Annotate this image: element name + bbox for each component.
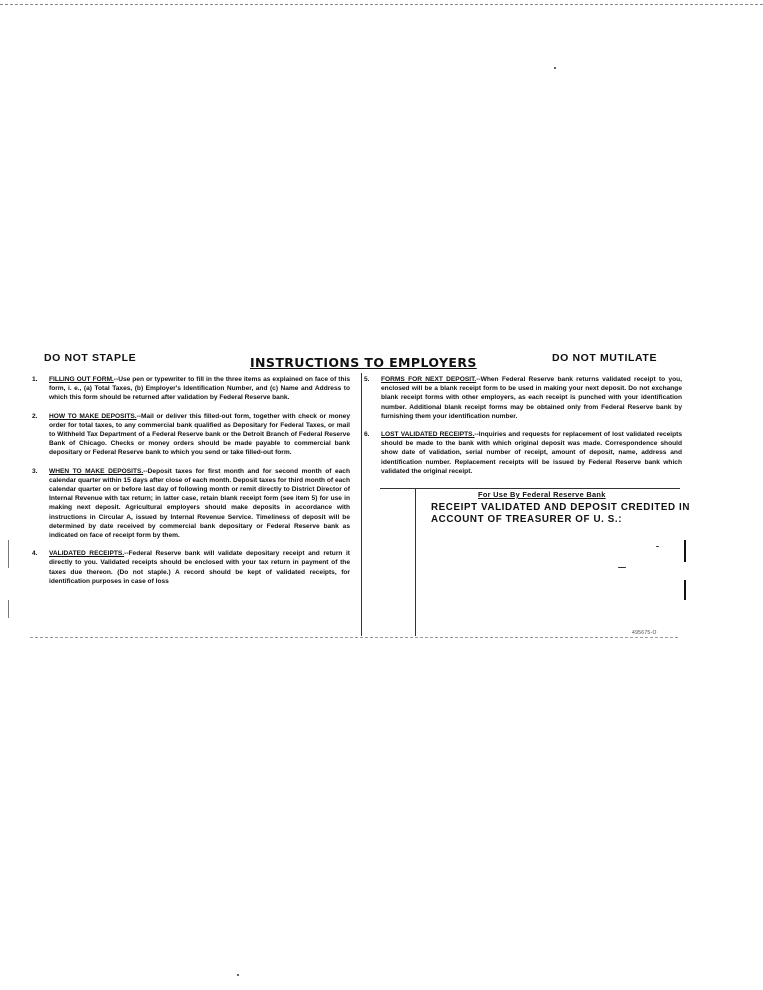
- bottom-perforation: [30, 637, 678, 638]
- item-heading: FILLING OUT FORM.: [49, 376, 114, 383]
- item-text: --Deposit taxes for first month and for second month of each calendar quarter within 15 days after close of each month. Deposit taxes for third month of each calendar quarter on or before last day of following month or remit directly to District Director of Internal Revenue with tax return; in latter case, retain blank receipt form (see item 5) for use in making next deposit. Agricultural employers should make deposits in accordance with instructions in Circular A, issued by Internal Revenue Service. Timeliness of deposit will be determined by date received by commercial bank depositary or Federal Reserve bank as indicated on face of receipt form by them.: [49, 467, 350, 540]
- item-number: 2.: [32, 412, 38, 420]
- do-not-staple-label: DO NOT STAPLE: [44, 352, 137, 364]
- instruction-item-when-to-make-deposits: [32, 467, 350, 541]
- item-text: --Federal Reserve bank will validate depositary receipt and return it directly to you. Validated receipts should be enclosed with your tax return in payment of the taxes due thereon. (Do not staple.) A record should be kept of validated receipts, for identification purposes in case of loss: [49, 550, 351, 585]
- register-mark: [684, 540, 686, 562]
- receipt-validation-text: [431, 502, 690, 525]
- scan-speck: [656, 546, 659, 547]
- item-number: 5.: [364, 376, 370, 383]
- instructions-right-column: [364, 375, 682, 485]
- receipt-line-2: ACCOUNT OF TREASURER OF U. S.:: [431, 513, 623, 525]
- item-text: --When Federal Reserve bank returns validated receipt to you, enclosed will be a blank receipt form to be used in making your next deposit. Do not exchange blank receipt forms with other employers, as each receipt is punched with your identification number. Additional blank receipt forms may be obtained only from Federal Reserve bank by furnishing them your identification number.: [381, 376, 682, 420]
- scan-speck: [237, 974, 239, 976]
- do-not-mutilate-label: DO NOT MUTILATE: [552, 352, 658, 364]
- edge-mark: [8, 540, 9, 568]
- register-mark: [684, 580, 686, 600]
- form-number: 495675-O: [632, 630, 657, 636]
- edge-mark: [8, 600, 9, 618]
- top-perforation: [0, 4, 763, 5]
- receipt-line-1: RECEIPT VALIDATED AND DEPOSIT CREDITED IN: [431, 502, 691, 513]
- item-number: 6.: [364, 431, 370, 439]
- item-number: 4.: [32, 550, 38, 558]
- item-text: --Use pen or typewriter to fill in the three items as explained on face of this form, i. e., (a) Total Taxes, (b) Employer's Identification Number, and (c) Name and Address to which this form should be returned after validation by Federal Reserve bank.: [49, 376, 350, 402]
- scan-speck: [618, 567, 626, 568]
- instructions-left-column: [32, 375, 350, 595]
- scan-speck: [554, 67, 556, 69]
- page-title: INSTRUCTIONS TO EMPLOYERS: [250, 355, 477, 370]
- instruction-item-lost-validated-receipts: [364, 430, 682, 476]
- instruction-item-validated-receipts: [32, 549, 350, 586]
- item-text: --Mail or deliver this filled-out form, together with check or money order for total taxes, to any commercial bank qualified as Depositary for Federal Taxes, or mail to Withheld Tax Department of a Federal Reserve bank or the Detroit Branch of Federal Reserve Bank of Chicago. Checks or money orders should be made payable to commercial bank depositary or Federal Reserve bank to which you send or take filled-out form.: [49, 412, 350, 457]
- item-heading: WHEN TO MAKE DEPOSITS.: [49, 467, 144, 475]
- bank-box-left-rule: [415, 488, 416, 636]
- bank-box-top-rule: [380, 488, 680, 489]
- item-heading: FORMS FOR NEXT DEPOSIT.: [381, 376, 477, 383]
- federal-reserve-use-label: For Use By Federal Reserve Bank: [478, 490, 606, 499]
- instruction-item-filling-out-form: [32, 375, 350, 403]
- item-number: 1.: [32, 376, 38, 383]
- item-heading: VALIDATED RECEIPTS.: [49, 550, 125, 558]
- item-number: 3.: [32, 467, 38, 475]
- instruction-item-how-to-make-deposits: [32, 412, 350, 458]
- item-heading: LOST VALIDATED RECEIPTS.: [381, 431, 475, 439]
- item-heading: HOW TO MAKE DEPOSITS.: [49, 412, 137, 420]
- column-divider: [361, 373, 362, 636]
- instruction-item-forms-for-next-deposit: [364, 375, 682, 421]
- item-text: --Inquiries and requests for replacement of lost validated receipts should be made to the bank with which original deposit was made. Correspondence should show date of validation, serial number of receipt, amount of deposit, name, address and identification number. Replacement receipts will be issued by Federal Reserve bank which validated the original receipt.: [381, 431, 682, 475]
